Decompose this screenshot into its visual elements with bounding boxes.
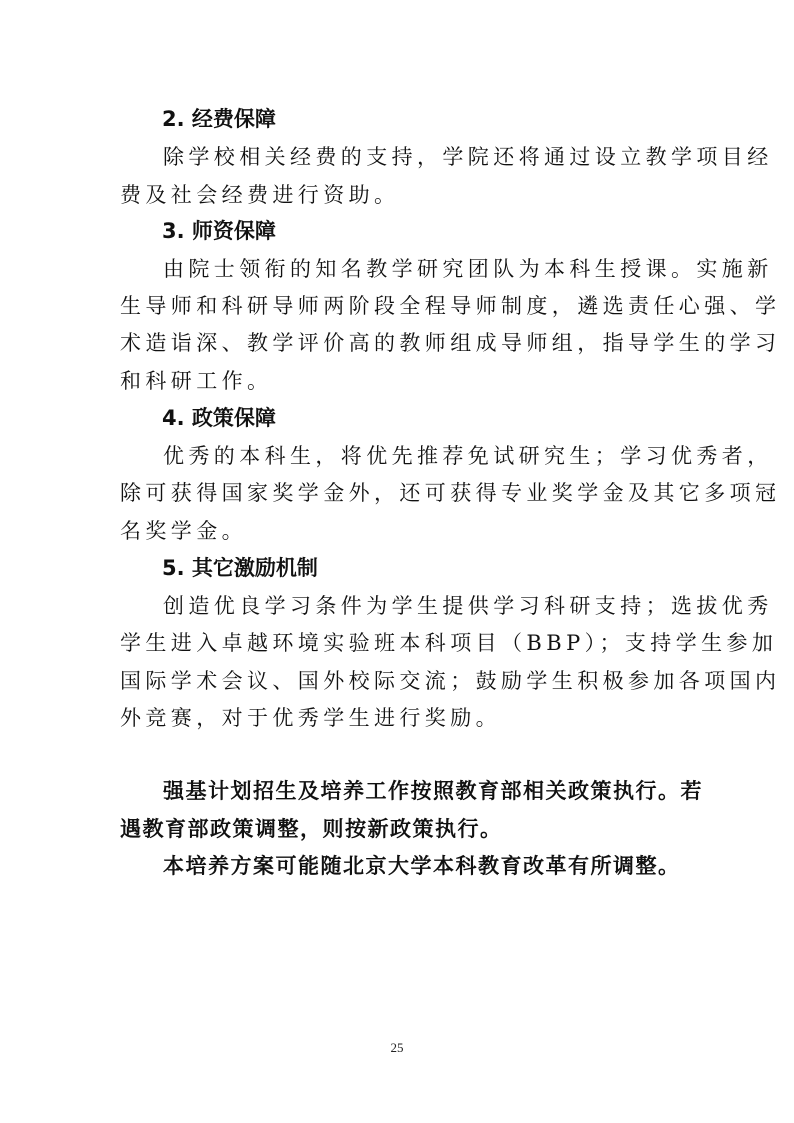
section-heading-faculty: 3. 师资保障 [162,219,276,243]
paragraph-line: 除可获得国家奖学金外，还可获得专业奖学金及其它多项冠 [120,481,781,505]
paragraph-line: 和科研工作。 [120,369,273,393]
paragraph-line: 除学校相关经费的支持，学院还将通过设立教学项目经 [163,145,773,169]
paragraph-line: 学生进入卓越环境实验班本科项目（BBP）；支持学生参加 [120,631,778,655]
paragraph-line: 由院士领衔的知名教学研究团队为本科生授课。实施新 [163,257,773,281]
paragraph-line: 术造诣深、教学评价高的教师组成导师组，指导学生的学习 [120,331,781,355]
paragraph-line: 创造优良学习条件为学生提供学习科研支持；选拔优秀 [163,594,773,618]
paragraph-line: 生导师和科研导师两阶段全程导师制度，遴选责任心强、学 [120,294,781,318]
paragraph-line: 费及社会经费进行资助。 [120,183,400,207]
notice-line: 强基计划招生及培养工作按照教育部相关政策执行。若 [163,779,703,803]
page-number: 25 [390,1040,404,1055]
paragraph-line: 名奖学金。 [120,519,247,543]
section-heading-policy: 4. 政策保障 [162,406,276,430]
notice-line: 遇教育部政策调整，则按新政策执行。 [120,817,503,841]
paragraph-line: 国际学术会议、国外校际交流；鼓励学生积极参加各项国内 [120,669,781,693]
paragraph-line: 外竞赛，对于优秀学生进行奖励。 [120,706,501,730]
paragraph-line: 优秀的本科生，将优先推荐免试研究生；学习优秀者， [163,444,773,468]
notice-line: 本培养方案可能随北京大学本科教育改革有所调整。 [163,854,681,878]
section-heading-funding: 2. 经费保障 [162,107,276,131]
section-heading-incentives: 5. 其它激励机制 [162,556,318,580]
